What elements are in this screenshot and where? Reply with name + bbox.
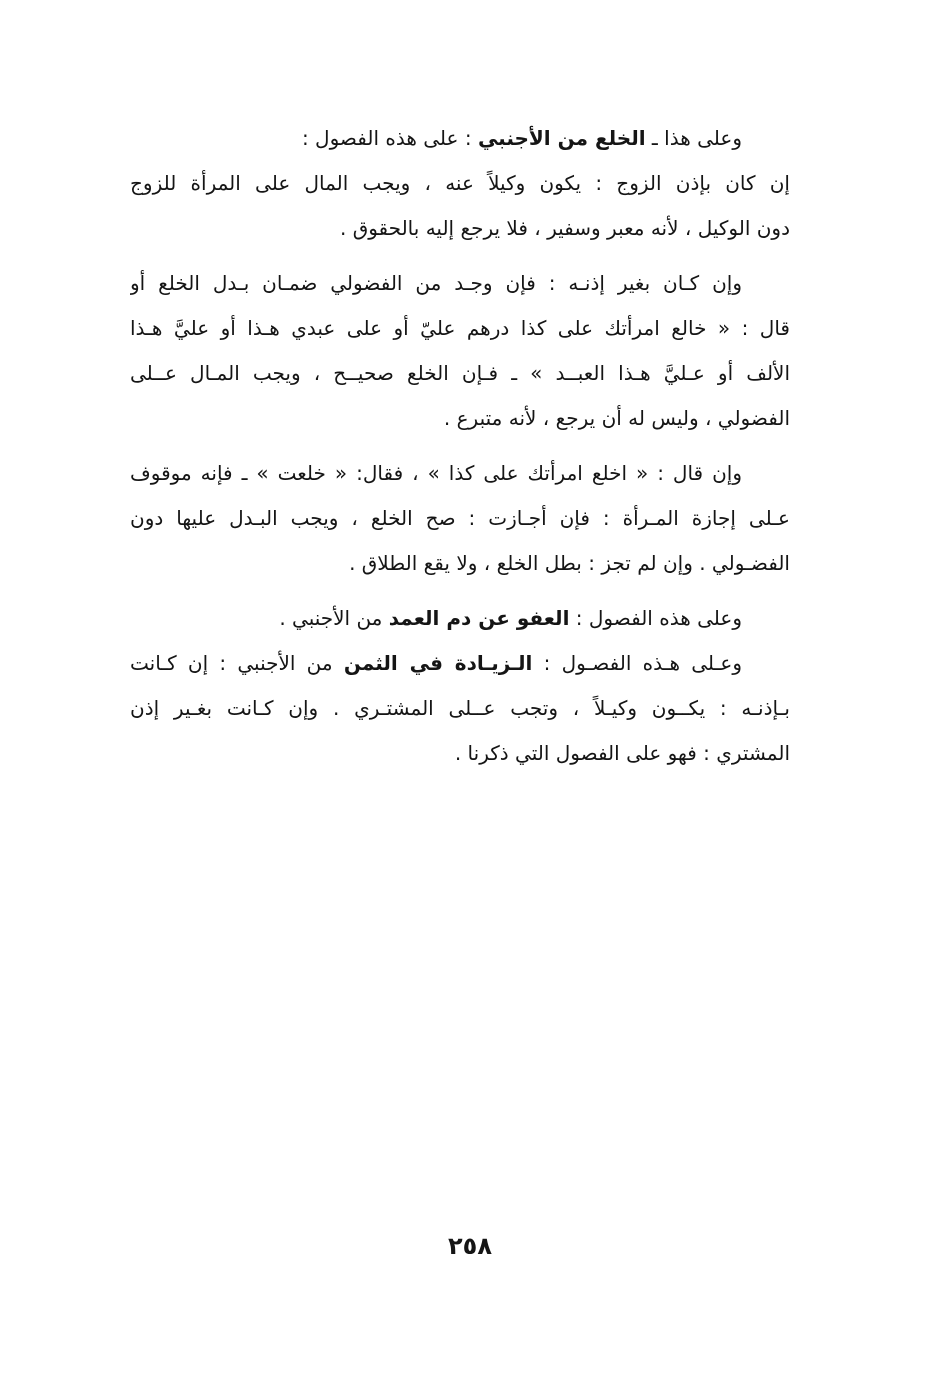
page-number: ٢٥٨ bbox=[448, 1232, 492, 1260]
bold-term: الخلع من الأجنبي bbox=[477, 126, 646, 150]
text-line: الفضـولي . وإن لم تجز : بطل الخلع ، ولا يقع الطلاق . bbox=[349, 551, 790, 575]
paragraph-gap bbox=[130, 441, 790, 451]
paragraph-gap bbox=[130, 586, 790, 596]
text-line: وعلى هذه الفصول : العفو عن دم العمد من الأجنبي . bbox=[279, 606, 742, 630]
text-line: قال : « خالع امرأتك على كذا درهم عليّ أو على عبدي هـذا أو عليَّ هـذا bbox=[130, 316, 790, 340]
paragraph bbox=[130, 596, 790, 641]
text-line: وعـلى هـذه الفصـول : الـزيـادة في الثمن من الأجنبي : إن كـانت bbox=[130, 651, 742, 675]
text-line: دون الوكيل ، لأنه معبر وسفير ، فلا يرجع إليه بالحقوق . bbox=[339, 216, 790, 240]
paragraph bbox=[130, 261, 790, 441]
paragraph bbox=[130, 451, 790, 586]
text-line: عـلى إجازة المـرأة : فإن أجـازت : صح الخلع ، ويجب البـدل عليها دون bbox=[130, 506, 790, 530]
text-line: وعلى هذا ـ الخلع من الأجنبي : على هذه الفصول : bbox=[301, 126, 742, 150]
text-line: وإن قال : « اخلع امرأتك على كذا » ، فقال: « خلعت » ـ فإنه موقوف bbox=[130, 461, 742, 485]
bold-term: الـزيـادة في الثمن bbox=[343, 651, 533, 675]
bold-term: العفو عن دم العمد bbox=[388, 606, 570, 630]
paragraph bbox=[130, 641, 790, 776]
body-text bbox=[130, 116, 790, 776]
text-line: المشتري : فهو على الفصول التي ذكرنا . bbox=[454, 741, 790, 765]
text-line: الفضولي ، وليس له أن يرجع ، لأنه متبرع . bbox=[443, 406, 790, 430]
paragraph bbox=[130, 116, 790, 251]
text-line: الألف أو عـليَّ هـذا العبــد » ـ فـإن الخلع صحيــح ، ويجب المـال عــلى bbox=[130, 361, 790, 385]
text-line: وإن كـان بغير إذنـه : فإن وجـد من الفضولي ضمـان بـدل الخلع أو bbox=[130, 271, 742, 295]
text-line: بـإذنـه : يكــون وكيـلاً ، وتجب عــلى المشتـري . وإن كـانت بغـير إذن bbox=[130, 696, 790, 720]
paragraph-gap bbox=[130, 251, 790, 261]
text-line: إن كان بإذن الزوج : يكون وكيلاً عنه ، ويجب المال على المرأة للزوج bbox=[130, 171, 790, 195]
